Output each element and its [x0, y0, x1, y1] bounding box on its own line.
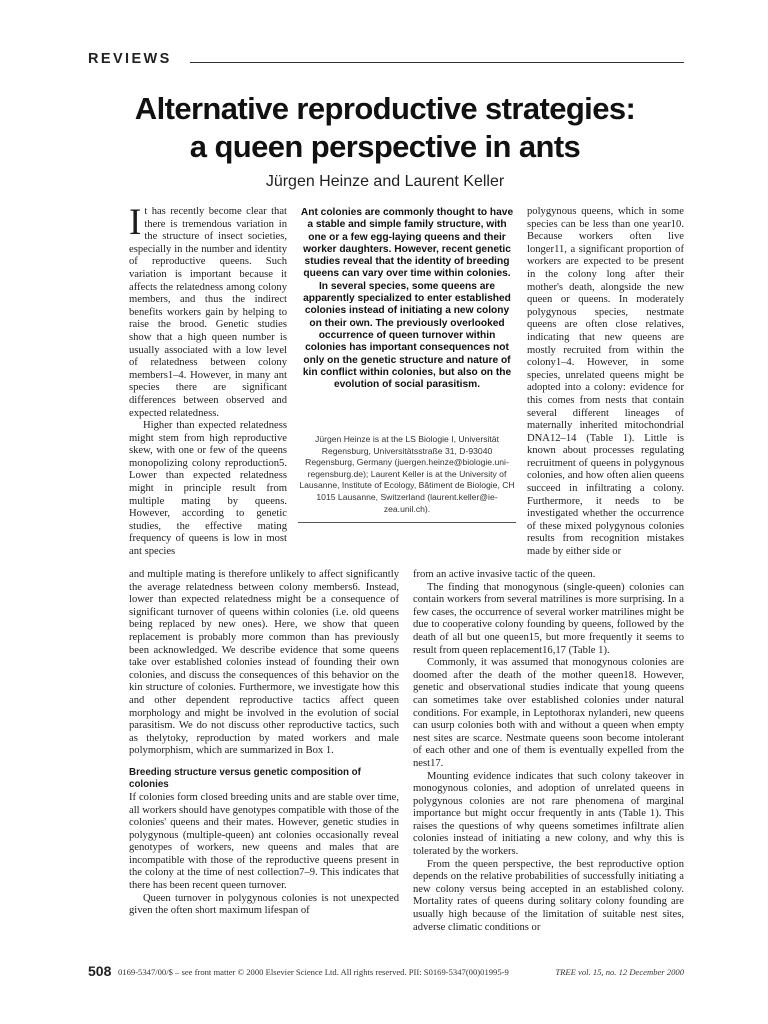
copyright-line: 0169-5347/00/$ – see front matter © 2000 Elsevier Science Ltd. All rights reserved. PII: S0169-5347(00)01995-9 — [118, 967, 509, 977]
lower-left-column — [129, 569, 399, 969]
right-paragraph-1: polygynous queens, which in some species can be less than one year10. Because workers often live longer11, a significant proportion of workers are expected to be present in the colony long after their mother's death, alongside the new queen or queens. In moderately polygynous species, nestmate queens are often close relatives, indicating that new queens are mostly recruited from within the colony1–4. However, in some species, unrelated queens might be adopted into a colony: evidence for this comes from nests that contain several different lineages of maternally inherited mitochondrial DNA12–14 (Table 1). Little is known about processes regulating recruitment of queens in polygynous colonies, and how often alien queens succeed in infiltrating a colony. Furthermore, it needs to be investigated whether the occurrence of these mixed polygynous colonies results from recognition mistakes made by either side or — [527, 206, 684, 558]
article-title — [88, 90, 682, 166]
intro-paragraph-2: Higher than expected relatedness might stem from high reproductive skew, with one or few of the queens monopolizing colony reproduction5. Lower than expected relatedness might in principle result from multiple mating by queens. However, according to genetic studies, the effective mating frequency of queens is low in most ant species — [129, 420, 287, 558]
title-line-1: Alternative reproductive strategies: — [134, 91, 636, 126]
page-footer — [88, 963, 688, 981]
page-header — [88, 48, 684, 70]
lower-right-paragraph-2: The finding that monogynous (single-queen) colonies can contain workers from several matrilines is more surprising. In a few cases, the occurrence of several worker matrilines might be due to cooperative colony founding by queens, followed by the death of all but one queen15, but more frequently it seems to result from queen replacement16,17 (Table 1). — [413, 581, 684, 656]
lower-right-paragraph-1: from an active invasive tactic of the queen. — [413, 569, 596, 580]
lower-left-paragraph-3: Queen turnover in polygynous colonies is not unexpected given the often short maximum lifespan of — [129, 892, 399, 917]
header-rule — [190, 62, 684, 63]
lower-right-paragraph-4: Mounting evidence indicates that such colony takeover in monogynous colonies, and adoption of unrelated queens in polygynous colonies are not rare phenomena of marginal importance but might occur frequently in ants (Table 1). This raises the questions of why queens sometimes infiltrate alien colonies instead of initiating a new colony, and why this is tolerated by the workers. — [413, 770, 684, 858]
affiliation-rule — [298, 522, 516, 523]
page-number: 508 — [88, 963, 112, 979]
intro-paragraph-1: t has recently become clear that there is tremendous variation in the structure of insect societies, especially in the number and identity of reproductive queens. Such variation is important because it affects the relatedness among colony members, and thus the indirect benefits workers gain by helping to raise the brood. Genetic studies show that a high queen number is usually associated with a low level of relatedness between colony members1–4. However, in many ant species there are significant differences between observed and expected relatedness. — [129, 206, 287, 419]
right-column — [527, 206, 684, 568]
lower-left-paragraph-2: If colonies form closed breeding units and are stable over time, all workers should have genotypes compatible with those of the colonies' queens and their mates. However, genetic studies in polygynous (multiple-queen) ant colonies occasionally reveal genotypes of workers, new queens and males that are incompatible with those of the reproductive queens present in the colony at the time of nest collection7–9. This indicates that there has been recent queen turnover. — [129, 791, 399, 892]
lower-right-column — [413, 569, 684, 969]
section-heading: Breeding structure versus genetic composition of colonies — [129, 766, 361, 790]
article-authors: Jürgen Heinze and Laurent Keller — [265, 173, 505, 190]
lower-left-paragraph-1: and multiple mating is therefore unlikely to affect significantly the average relatedness between colony members6. Instead, lower than expected relatedness might be a consequence of significant turnover of queens within colonies (i.e. old queens being replaced by new ones). Here, we show that queen replacement is probably more common than has previously been acknowledged. We describe evidence that some queens take over established colonies instead of founding their own colonies, and discuss the consequences of this behavior on the kin structure of colonies. Furthermore, we investigate how this and other dependent reproductive tactics affect queen morphology and might be involved in the evolution of social parasitism. We do not discuss other reproductive tactics, such as thelytoky, reproduction by mated workers and male polymorphism, which are summarized in Box 1. — [129, 569, 399, 757]
journal-citation: TREE vol. 15, no. 12 December 2000 — [555, 967, 684, 977]
lower-right-paragraph-5: From the queen perspective, the best reproductive option depends on the relative probabilities of successfully initiating a new colony versus being accepted in an established colony. Mortality rates of queens during solitary colony founding are usually high because of the limitation of suitable nest sites, adverse climatic conditions or — [413, 858, 684, 933]
abstract: Ant colonies are commonly thought to have a stable and simple family structure, with one or a few egg-laying queens and their worker daughters. However, recent genetic studies reveal that the identity of breeding queens can vary over time within colonies. In several species, some queens are apparently specialized to enter established colonies instead of initiating a new colony on their own. The previously overlooked occurrence of queen turnover within colonies has important consequences not only on the genetic structure and nature of kin conflict within colonies, but also on the evolution of social parasitism. — [300, 207, 514, 391]
lower-right-paragraph-3: Commonly, it was assumed that monogynous colonies are doomed after the death of the mother queen18. However, genetic and observational studies indicate that young queens can sometimes take over established colonies under natural conditions. For example, in Leptothorax nylanderi, new queens can usurp colonies both with and without a queen when empty nest sites are scarce. Nestmate queens soon become intolerant of each other and one of them is eventually expelled from the nest17. — [413, 657, 684, 769]
title-line-2: a queen perspective in ants — [189, 129, 581, 164]
left-column — [129, 206, 287, 568]
section-label: REVIEWS — [88, 51, 172, 67]
author-affiliation: Jürgen Heinze is at the LS Biologie I, Universität Regensburg, Universitätsstraße 31, D-93040 Regensburg, Germany (juergen.heinze@biologie.uni-regensburg.de); Laurent Keller is at the University of Lausanne, Institute of Ecology, Bâtiment de Biologie, CH 1015 Lausanne, Switzerland (laurent.keller@ie-zea.unil.ch). — [299, 434, 515, 514]
drop-cap: I — [129, 206, 142, 243]
